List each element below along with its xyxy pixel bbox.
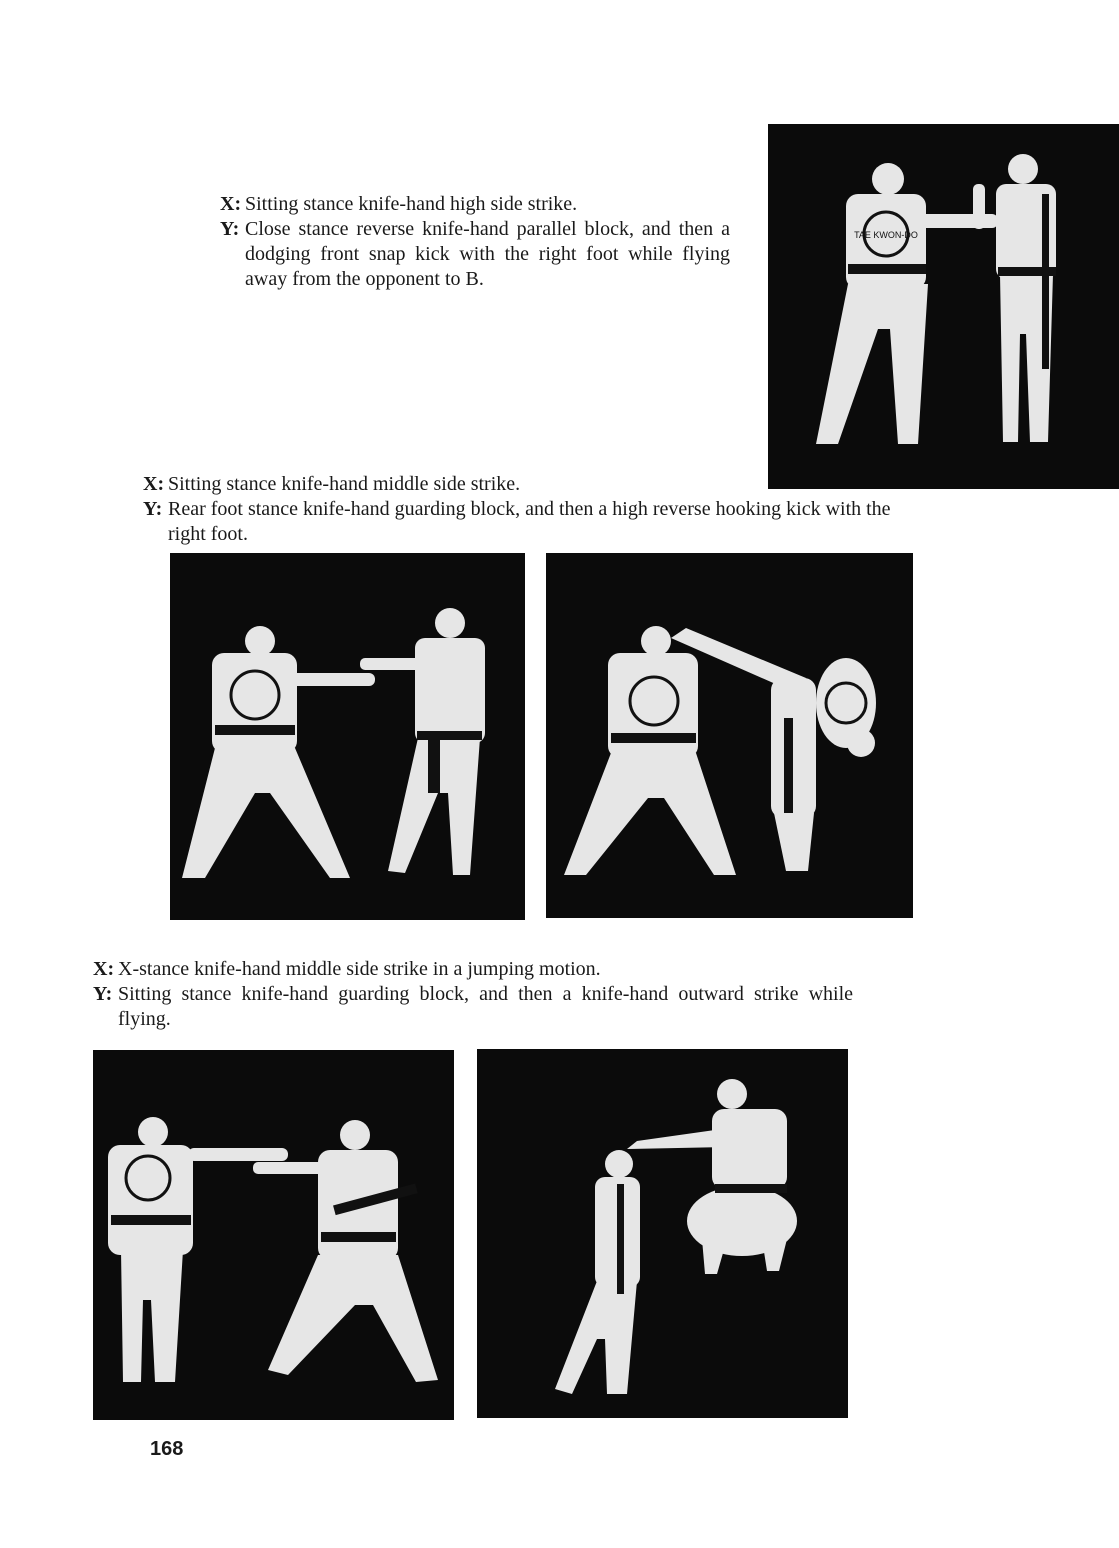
x-label: X: — [93, 958, 115, 980]
photo-flying-outward-strike — [477, 1049, 848, 1418]
caption-sequence-2 — [143, 472, 903, 547]
caption-sequence-3 — [93, 957, 853, 1032]
y-description: Sitting stance knife-hand guarding block, and then a knife-hand outward strike while flying. — [118, 983, 853, 1030]
photo-middle-side-strike — [170, 553, 525, 920]
uniform-lettering: TAE KWON-DO — [854, 230, 918, 240]
y-description: Rear foot stance knife-hand guarding block, and then a high reverse hooking kick with the right foot. — [168, 498, 891, 545]
y-description: Close stance reverse knife-hand parallel block, and then a dodging front snap kick with the right foot while flying away from the opponent to B. — [245, 218, 730, 290]
y-label: Y: — [143, 498, 163, 520]
x-description: Sitting stance knife-hand high side strike. — [245, 193, 578, 215]
caption-sequence-1 — [220, 192, 730, 292]
photo-reverse-hooking-kick — [546, 553, 913, 918]
x-description: X-stance knife-hand middle side strike in a jumping motion. — [118, 958, 601, 980]
x-label: X: — [143, 473, 165, 495]
y-label: Y: — [220, 218, 240, 240]
x-label: X: — [220, 193, 242, 215]
y-label: Y: — [93, 983, 113, 1005]
page-number: 168 — [150, 1438, 184, 1460]
photo-high-side-strike — [768, 124, 1119, 489]
x-description: Sitting stance knife-hand middle side strike. — [168, 473, 521, 495]
photo-x-stance-strike — [93, 1050, 454, 1420]
